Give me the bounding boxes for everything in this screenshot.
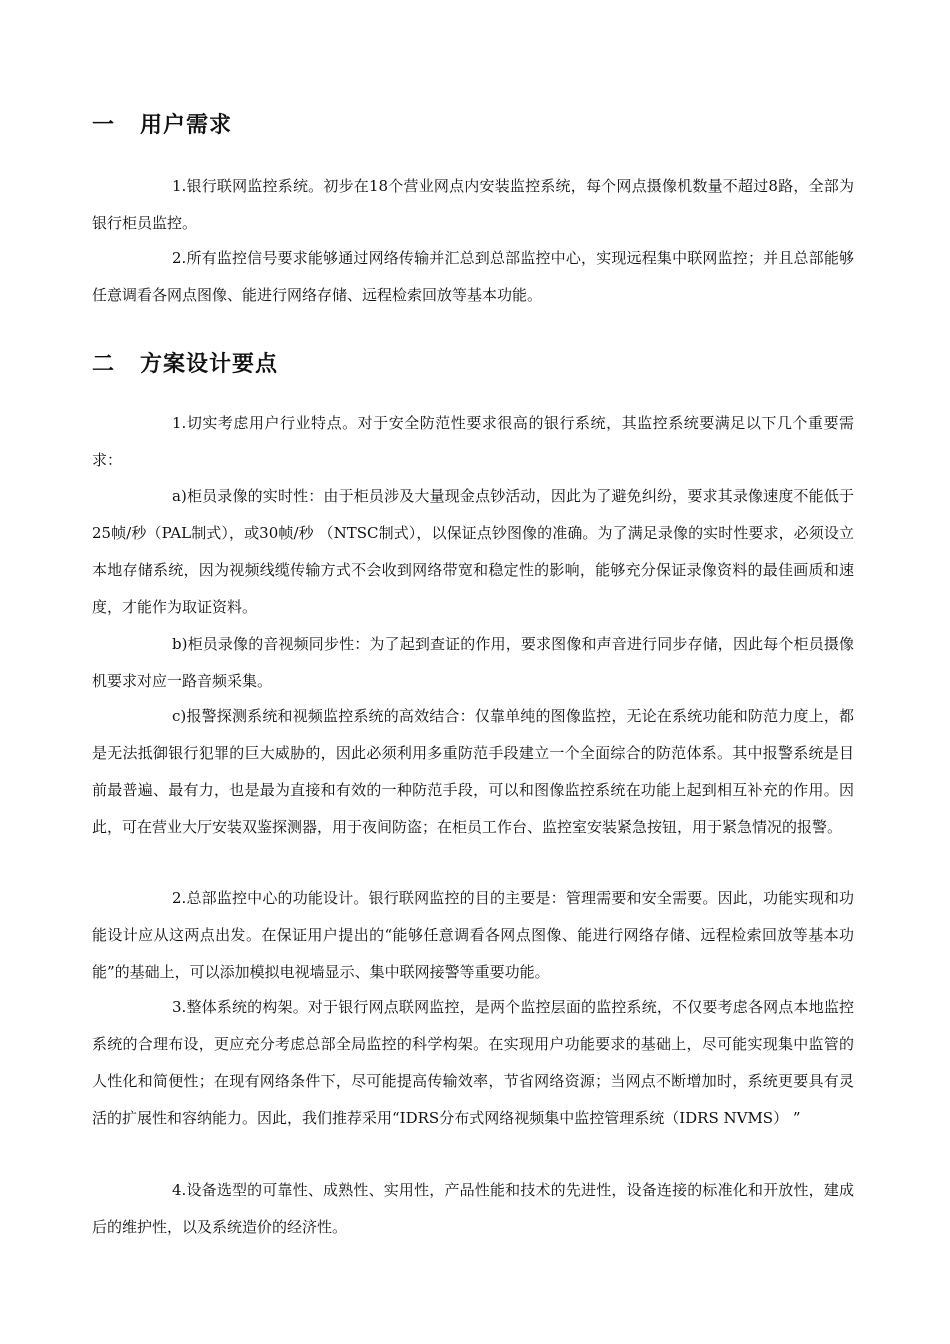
- requirement-item-1: [92, 168, 854, 242]
- item-label: a): [172, 487, 187, 505]
- design-item-1: [92, 405, 854, 479]
- design-item-a: [92, 478, 854, 626]
- design-item-c: [92, 698, 854, 846]
- item-label: 1.: [172, 414, 187, 432]
- design-item-4: [92, 1172, 854, 1246]
- item-text: 所有监控信号要求能够通过网络传输并汇总到总部监控中心，实现远程集中联网监控；并且总部能够任意调看各网点图像、能进行网络存储、远程检索回放等基本功能。: [92, 249, 854, 304]
- item-label: c): [172, 707, 187, 725]
- item-text: 设备选型的可靠性、成熟性、实用性，产品性能和技术的先进性，设备连接的标准化和开放性，建成后的维护性，以及系统造价的经济性。: [92, 1181, 854, 1236]
- item-text: 报警探测系统和视频监控系统的高效结合：仅靠单纯的图像监控，无论在系统功能和防范力度上，都是无法抵御银行犯罪的巨大威胁的，因此必须利用多重防范手段建立一个全面综合的防范体系。其中报警系统是目前最普遍、最有力，也是最为直接和有效的一种防范手段，可以和图像监控系统在功能上起到相互补充的作用。因此，可在营业大厅安装双鉴探测器，用于夜间防盗；在柜员工作台、监控室安装紧急按钮，用于紧急情况的报警。: [92, 707, 854, 836]
- item-text: 切实考虑用户行业特点。对于安全防范性要求很高的银行系统，其监控系统要满足以下几个重要需求：: [92, 414, 854, 469]
- design-item-b: [92, 626, 854, 700]
- design-item-3: [92, 989, 854, 1137]
- item-text: 柜员录像的音视频同步性：为了起到查证的作用，要求图像和声音进行同步存储，因此每个柜员摄像机要求对应一路音频采集。: [92, 635, 854, 690]
- item-label: 2.: [172, 889, 187, 907]
- item-text: 整体系统的构架。对于银行网点联网监控，是两个监控层面的监控系统，不仅要考虑各网点本地监控系统的合理布设，更应充分考虑总部全局监控的科学构架。在实现用户功能要求的基础上，尽可能实现集中监管的人性化和简便性；在现有网络条件下，尽可能提高传输效率，节省网络资源；当网点不断增加时，系统更要具有灵活的扩展性和容纳能力。因此，我们推荐采用“IDRS分布式网络视频集中监控管理系统（IDRS NVMS） ”: [92, 998, 854, 1127]
- item-text: 柜员录像的实时性：由于柜员涉及大量现金点钞活动，因此为了避免纠纷，要求其录像速度不能低于25帧/秒（PAL制式），或30帧/秒 （NTSC制式），以保证点钞图像的准确。为了满足录像的实时性要求，必须设立本地存储系统，因为视频线缆传输方式不会收到网络带宽和稳定性的影响，能够充分保证录像资料的最佳画质和速度，才能作为取证资料。: [92, 487, 854, 616]
- requirement-item-2: [92, 240, 854, 314]
- section-number: 一: [92, 113, 116, 138]
- item-label: 4.: [172, 1181, 187, 1199]
- section-title: 方案设计要点: [140, 352, 279, 377]
- item-label: 2.: [172, 249, 187, 267]
- section-heading-design-points: [92, 351, 278, 379]
- section-title: 用户需求: [140, 113, 233, 138]
- item-text: 银行联网监控系统。初步在18个营业网点内安装监控系统，每个网点摄像机数量不超过8路，全部为银行柜员监控。: [92, 177, 854, 232]
- design-item-2: [92, 880, 854, 991]
- section-number: 二: [92, 352, 116, 377]
- item-label: 1.: [172, 177, 187, 195]
- item-label: 3.: [172, 998, 187, 1016]
- item-text: 总部监控中心的功能设计。银行联网监控的目的主要是：管理需要和安全需要。因此，功能实现和功能设计应从这两点出发。在保证用户提出的“能够任意调看各网点图像、能进行网络存储、远程检索回放等基本功能”的基础上，可以添加模拟电视墙显示、集中联网接警等重要功能。: [92, 889, 854, 981]
- section-heading-user-requirements: [92, 112, 232, 140]
- item-label: b): [172, 635, 188, 653]
